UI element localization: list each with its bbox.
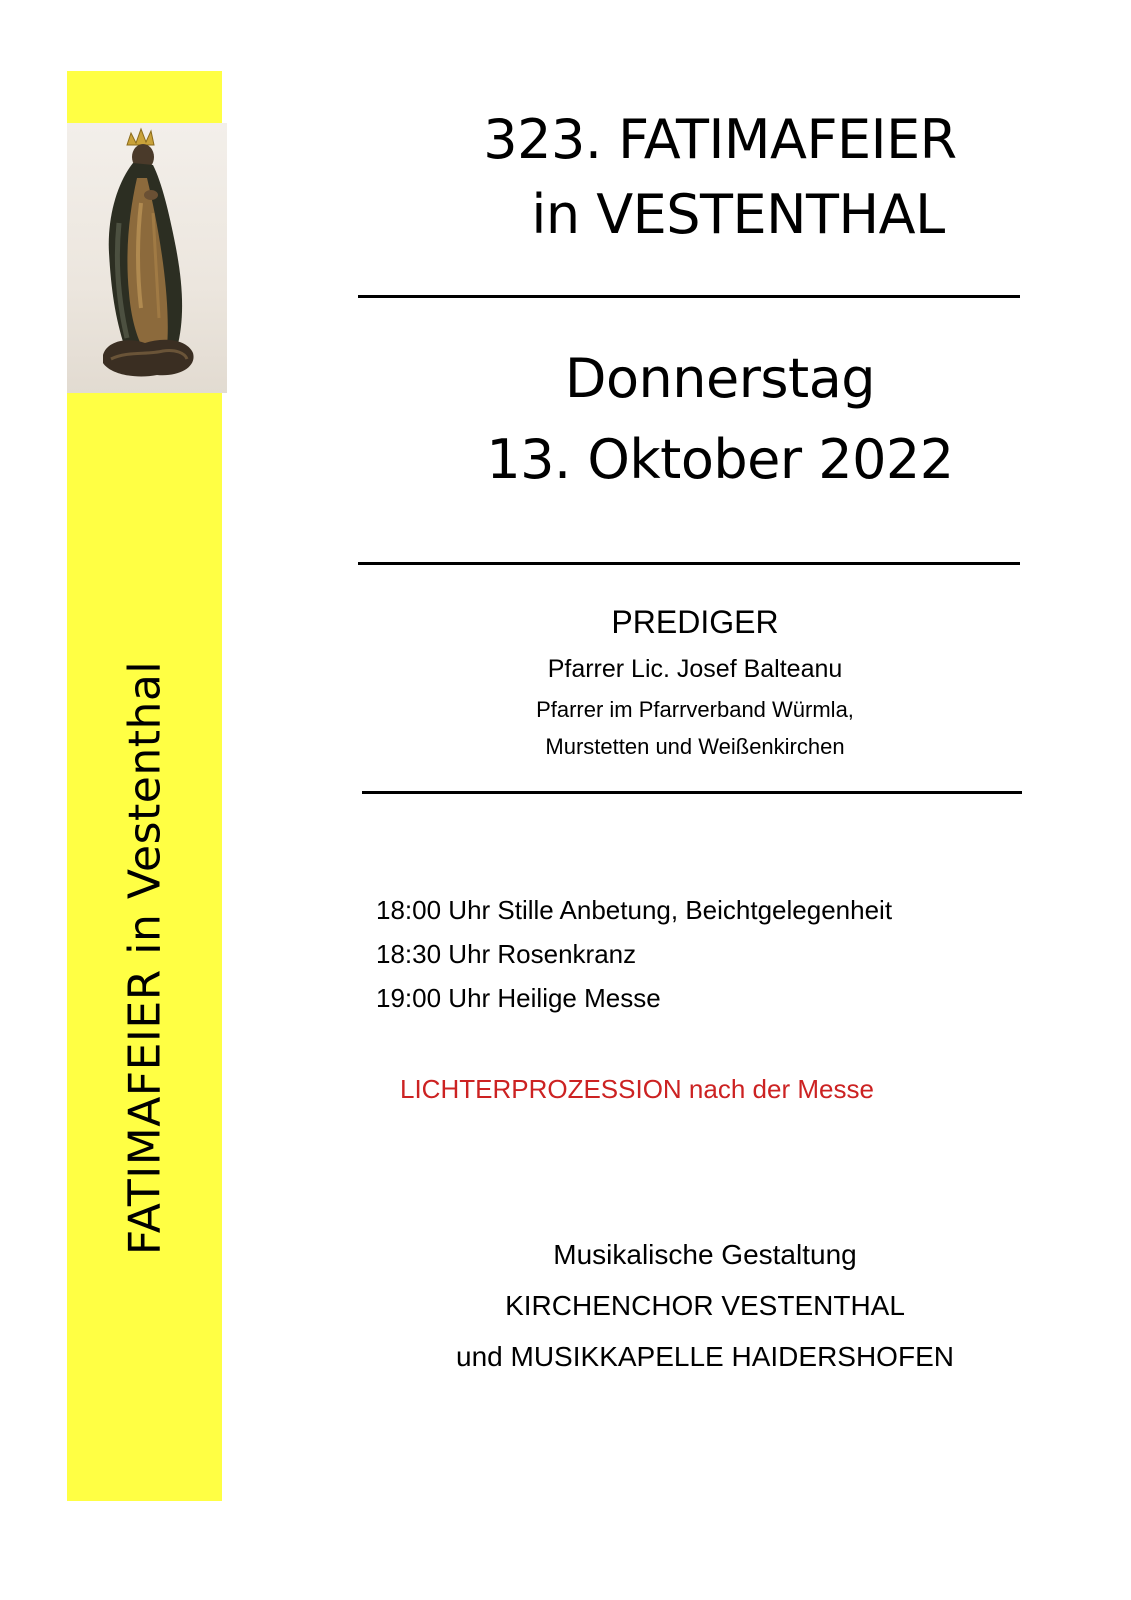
madonna-statue-icon	[67, 123, 227, 393]
music-band: und MUSIKKAPELLE HAIDERSHOFEN	[456, 1341, 954, 1372]
preacher-role-line1: Pfarrer im Pfarrverband Würmla,	[536, 697, 854, 722]
preacher-role-line2: Murstetten und Weißenkirchen	[545, 734, 845, 759]
event-title-line1: 323. FATIMAFEIER	[483, 108, 957, 171]
music-choir: KIRCHENCHOR VESTENTHAL	[505, 1290, 905, 1321]
procession-notice: LICHTERPROZESSION nach der Messe	[400, 1074, 874, 1104]
preacher-name: Pfarrer Lic. Josef Balteanu	[547, 655, 843, 683]
schedule-item: 18:30 Uhr Rosenkranz	[376, 939, 637, 969]
preacher-heading: PREDIGER	[611, 604, 779, 640]
divider-1	[358, 295, 1020, 298]
divider-2	[358, 562, 1020, 565]
schedule-item: 18:00 Uhr Stille Anbetung, Beichtgelegenheit	[376, 895, 893, 925]
madonna-statue-image	[67, 123, 227, 393]
vertical-sidebar-title: FATIMAFEIER in Vestenthal	[119, 660, 171, 1256]
event-date: 13. Oktober 2022	[486, 428, 954, 491]
schedule-item: 19:00 Uhr Heilige Messe	[376, 983, 661, 1013]
event-weekday: Donnerstag	[564, 347, 876, 410]
event-title-line2: in VESTENTHAL	[531, 183, 945, 246]
divider-3	[362, 791, 1022, 794]
music-heading: Musikalische Gestaltung	[553, 1239, 857, 1270]
